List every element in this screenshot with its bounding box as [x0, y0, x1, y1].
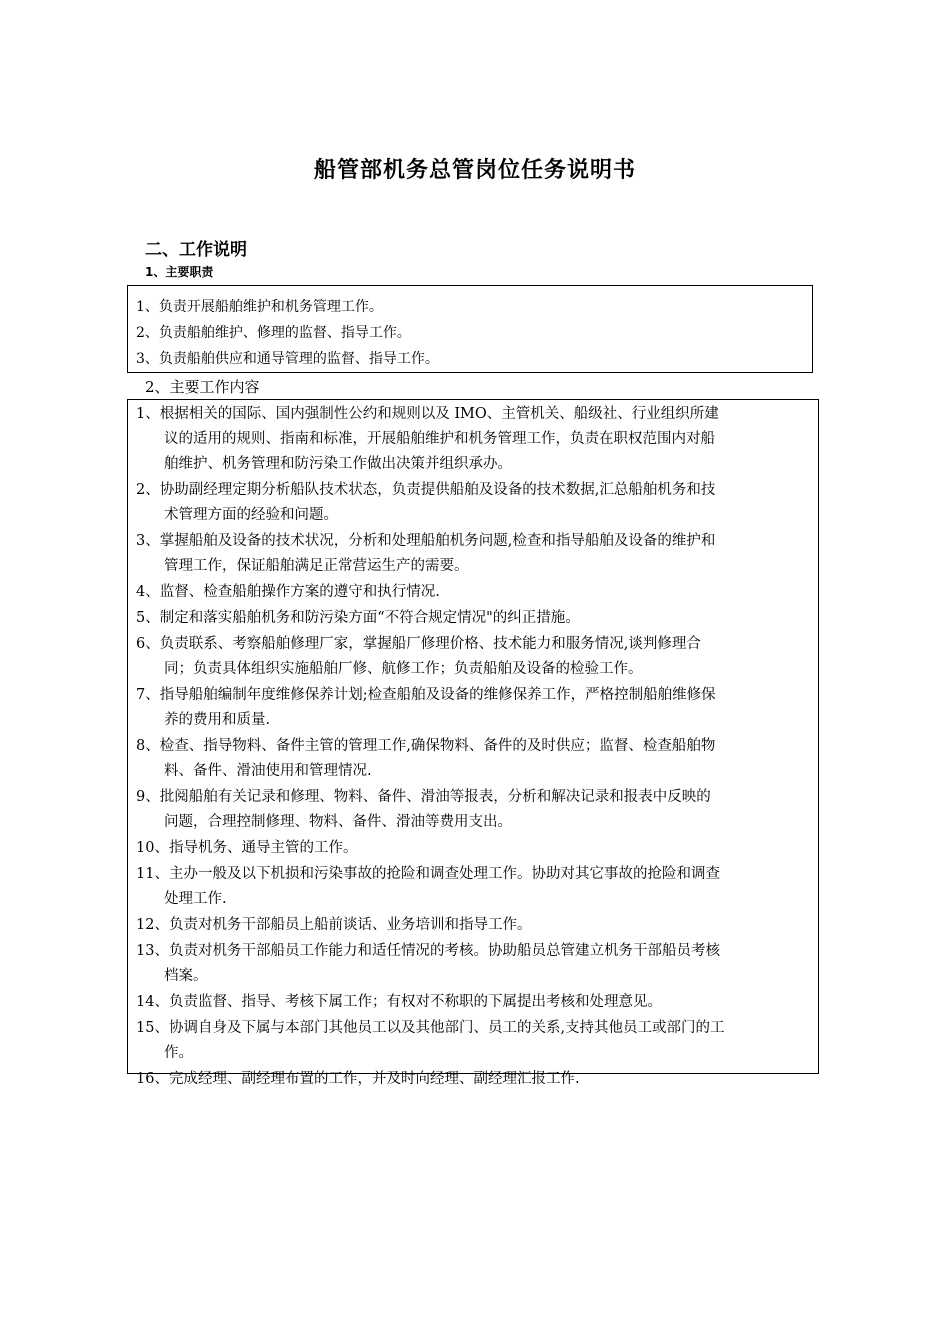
task-line: 10、指导机务、通导主管的工作。: [136, 840, 358, 856]
task-item: [136, 606, 810, 631]
subsection-heading-duties: 1、主要职责: [145, 265, 214, 279]
subsection-heading-tasks: 2、主要工作内容: [145, 378, 260, 396]
task-line-continued: 舶维护、机务管理和防污染工作做出决策并组织承办。: [164, 456, 512, 472]
task-line: 5、制定和落实船舶机务和防污染方面“不符合规定情况"的纠正措施。: [136, 610, 580, 626]
task-line-continued: 处理工作.: [164, 891, 227, 907]
task-line: 3、掌握船舶及设备的技术状况，分析和处理船舶机务问题,检查和指导船舶及设备的维护和: [136, 533, 716, 549]
task-item: [136, 734, 810, 784]
task-item: [136, 683, 810, 733]
task-item: [136, 836, 810, 861]
duty-item: 1、负责开展船舶维护和机务管理工作。: [136, 299, 383, 315]
task-line: 14、负责监督、指导、考核下属工作；有权对不称职的下属提出考核和处理意见。: [136, 994, 662, 1010]
task-line: 9、批阅船舶有关记录和修理、物料、备件、滑油等报表，分析和解决记录和报表中反映的: [136, 789, 711, 805]
task-line: 4、监督、检查船舶操作方案的遵守和执行情况.: [136, 584, 440, 600]
task-line-continued: 养的费用和质量.: [164, 712, 271, 728]
tasks-box: [127, 399, 819, 1087]
task-line-continued: 议的适用的规则、指南和标准，开展船舶维护和机务管理工作，负责在职权范围内对船: [164, 431, 715, 447]
section-heading: 二、工作说明: [145, 240, 247, 260]
document-title: 船管部机务总管岗位任务说明书: [313, 158, 636, 183]
task-line: 7、指导船舶编制年度维修保养计划;检查船舶及设备的维修保养工作，严格控制船舶维修保: [136, 687, 716, 703]
task-item: [136, 990, 810, 1015]
task-line-continued: 问题，合理控制修理、物料、备件、滑油等费用支出。: [164, 814, 512, 830]
task-line: 13、负责对机务干部船员工作能力和适任情况的考核。协助船员总管建立机务干部船员考核: [136, 943, 720, 959]
task-line-continued: 作。: [164, 1045, 193, 1061]
task-line: 8、检查、指导物料、备件主管的管理工作,确保物料、备件的及时供应；监督、检查船舶物: [136, 738, 716, 754]
task-item: [136, 580, 810, 605]
duty-item: 2、负责船舶维护、修理的监督、指导工作。: [136, 325, 411, 341]
task-item: [136, 862, 810, 912]
task-line-continued: 料、备件、滑油使用和管理情况.: [164, 763, 372, 779]
task-item: [136, 632, 810, 682]
task-item: [136, 529, 810, 579]
task-line: 6、负责联系、考察船舶修理厂家，掌握船厂修理价格、技术能力和服务情况,谈判修理合: [136, 636, 701, 652]
task-line-continued: 档案。: [164, 968, 208, 984]
task-line: 1、根据相关的国际、国内强制性公约和规则以及 IMO、主管机关、船级社、行业组织所建: [136, 406, 719, 422]
task-item: [136, 939, 810, 989]
task-item: [136, 785, 810, 835]
task-line-continued: 管理工作，保证船舶满足正常营运生产的需要。: [164, 558, 469, 574]
task-item: [136, 913, 810, 938]
task-line: 16、完成经理、副经理布置的工作，并及时向经理、副经理汇报工作.: [136, 1071, 580, 1087]
task-line: 12、负责对机务干部船员上船前谈话、业务培训和指导工作。: [136, 917, 532, 933]
task-line-continued: 术管理方面的经验和问题。: [164, 507, 338, 523]
task-line: 11、主办一般及以下机损和污染事故的抢险和调查处理工作。协助对其它事故的抢险和调查: [136, 866, 720, 882]
duties-box: [127, 285, 813, 373]
task-item: [136, 478, 810, 528]
task-item: [136, 402, 810, 477]
duty-item: 3、负责船舶供应和通导管理的监督、指导工作。: [136, 351, 439, 367]
task-item: [136, 1016, 810, 1066]
task-line: 15、协调自身及下属与本部门其他员工以及其他部门、员工的关系,支持其他员工或部门的工: [136, 1020, 725, 1036]
task-line-continued: 同；负责具体组织实施船舶厂修、航修工作；负责船舶及设备的检验工作。: [164, 661, 643, 677]
task-item: [136, 1067, 810, 1092]
task-line: 2、协助副经理定期分析船队技术状态，负责提供船舶及设备的技术数据,汇总船舶机务和技: [136, 482, 716, 498]
